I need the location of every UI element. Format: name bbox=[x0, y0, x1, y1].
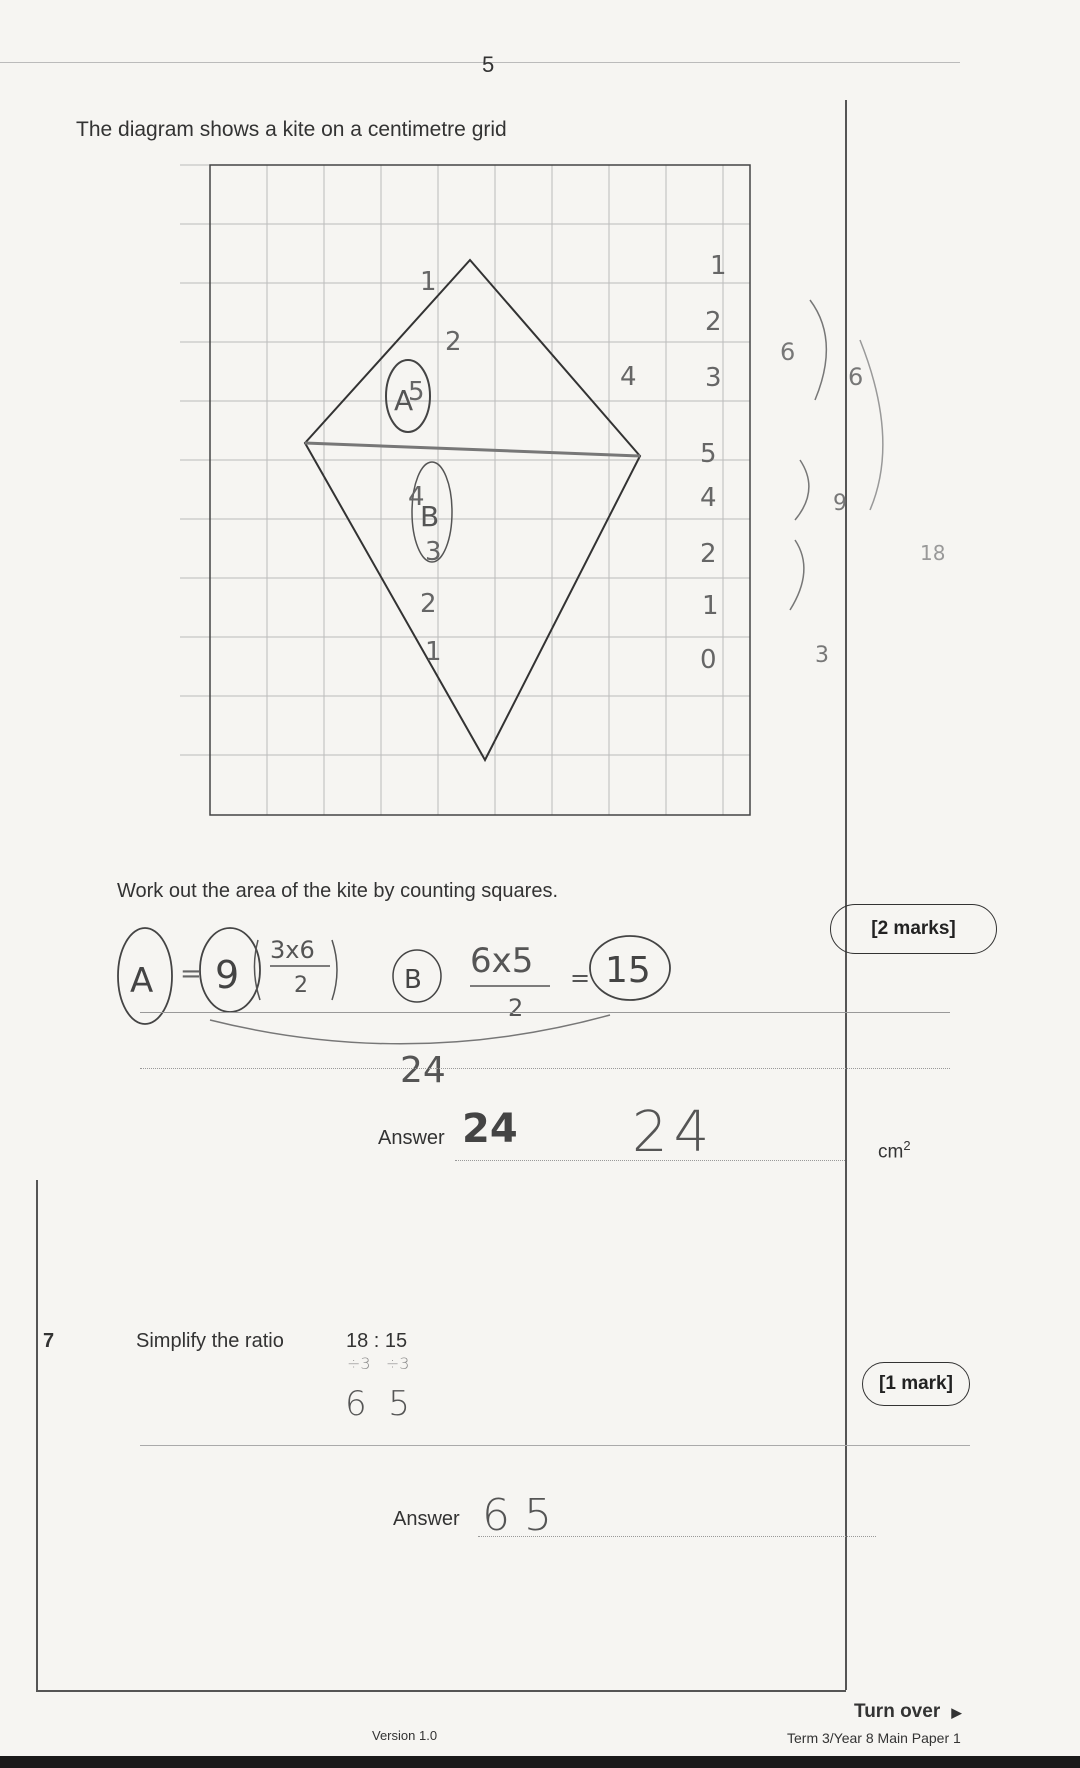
question-6-marks: [2 marks] bbox=[830, 904, 997, 954]
svg-text:=: = bbox=[570, 964, 591, 992]
region-a-label: A bbox=[394, 384, 414, 417]
question-6-instruction: Work out the area of the kite by counting squares. bbox=[117, 880, 558, 902]
grid-border bbox=[210, 165, 750, 815]
version-label: Version 1.0 bbox=[372, 1728, 438, 1743]
svg-text:=: = bbox=[180, 959, 202, 989]
question-7-number: 7 bbox=[43, 1330, 55, 1352]
frame-left-border bbox=[36, 1180, 38, 1690]
question-6-unit bbox=[878, 1138, 911, 1163]
work-b-numerator: 6x5 bbox=[470, 941, 534, 981]
count-right: 2 bbox=[700, 539, 717, 569]
work-a-value: 9 bbox=[215, 953, 240, 997]
question-7-divisors: ÷3 ÷3 bbox=[347, 1354, 410, 1373]
count-right: 3 bbox=[705, 363, 722, 393]
question-6-answer-label: Answer bbox=[378, 1127, 445, 1149]
group-total: 6 bbox=[848, 363, 864, 391]
group-total: 18 bbox=[920, 541, 946, 565]
work-a-label: A bbox=[130, 961, 154, 1001]
kite-diagonal-pencil bbox=[305, 443, 640, 456]
kite-grid-diagram bbox=[180, 160, 796, 830]
group-total: 6 bbox=[780, 338, 796, 366]
unit-base: cm bbox=[878, 1141, 904, 1163]
count-right: 5 bbox=[700, 439, 717, 469]
inner-count: 3 bbox=[425, 537, 442, 567]
question-7-working: 6 5 bbox=[345, 1384, 410, 1424]
margin-workings bbox=[770, 280, 970, 668]
work-b-denominator: 2 bbox=[508, 994, 524, 1022]
group-total: 9 bbox=[833, 491, 847, 516]
count-right: 4 bbox=[700, 483, 717, 513]
answer-rule bbox=[140, 1445, 970, 1446]
turn-over bbox=[854, 1701, 962, 1723]
inner-count: 1 bbox=[420, 267, 437, 297]
answer-rule bbox=[140, 1068, 950, 1069]
question-6-answer: 24 bbox=[632, 1100, 716, 1165]
question-7-text: Simplify the ratio bbox=[136, 1330, 284, 1352]
group-total: 3 bbox=[815, 643, 829, 668]
question-6-intro: The diagram shows a kite on a centimetre grid bbox=[76, 118, 507, 141]
unit-exponent: 2 bbox=[903, 1138, 911, 1153]
question-7-answer-label: Answer bbox=[393, 1508, 460, 1530]
count-right: 1 bbox=[710, 251, 727, 281]
work-a-fraction-num: 3x6 bbox=[270, 936, 315, 964]
inner-count: 2 bbox=[420, 589, 437, 619]
page-top-rule bbox=[0, 62, 960, 63]
question-6-answer-scribble: 24 bbox=[462, 1106, 518, 1152]
inner-count: 4 bbox=[620, 362, 637, 392]
answer-line bbox=[455, 1160, 845, 1161]
kite-shape bbox=[305, 260, 640, 760]
work-a-fraction-den: 2 bbox=[294, 973, 308, 998]
inner-count: 4 bbox=[408, 482, 425, 512]
turn-over-label: Turn over bbox=[854, 1701, 941, 1722]
work-b-label: B bbox=[404, 965, 422, 995]
inner-count: 2 bbox=[445, 327, 462, 357]
question-6-working bbox=[110, 920, 850, 1100]
question-7-marks: [1 mark] bbox=[862, 1362, 970, 1406]
inner-count: 5 bbox=[408, 377, 425, 407]
page-bottom-edge bbox=[0, 1756, 1080, 1768]
work-total: 24 bbox=[400, 1050, 446, 1091]
region-b-label: B bbox=[420, 500, 440, 533]
count-right: 1 bbox=[702, 591, 719, 621]
inner-count: 1 bbox=[425, 637, 442, 667]
count-right: 0 bbox=[700, 645, 717, 675]
work-b-value: 15 bbox=[605, 950, 651, 991]
paper-label: Term 3/Year 8 Main Paper 1 bbox=[787, 1730, 961, 1746]
grid-handwriting bbox=[386, 251, 795, 675]
page-number: 5 bbox=[482, 52, 495, 77]
count-right: 2 bbox=[705, 307, 722, 337]
frame-bottom-border bbox=[36, 1690, 846, 1692]
answer-rule bbox=[140, 1012, 950, 1013]
centimetre-grid bbox=[180, 165, 750, 815]
turn-over-arrow-icon: ▶ bbox=[951, 1705, 962, 1720]
question-7-ratio: 18 : 15 bbox=[346, 1330, 408, 1352]
answer-line bbox=[478, 1536, 876, 1537]
question-7-answer: 6 5 bbox=[482, 1490, 552, 1541]
